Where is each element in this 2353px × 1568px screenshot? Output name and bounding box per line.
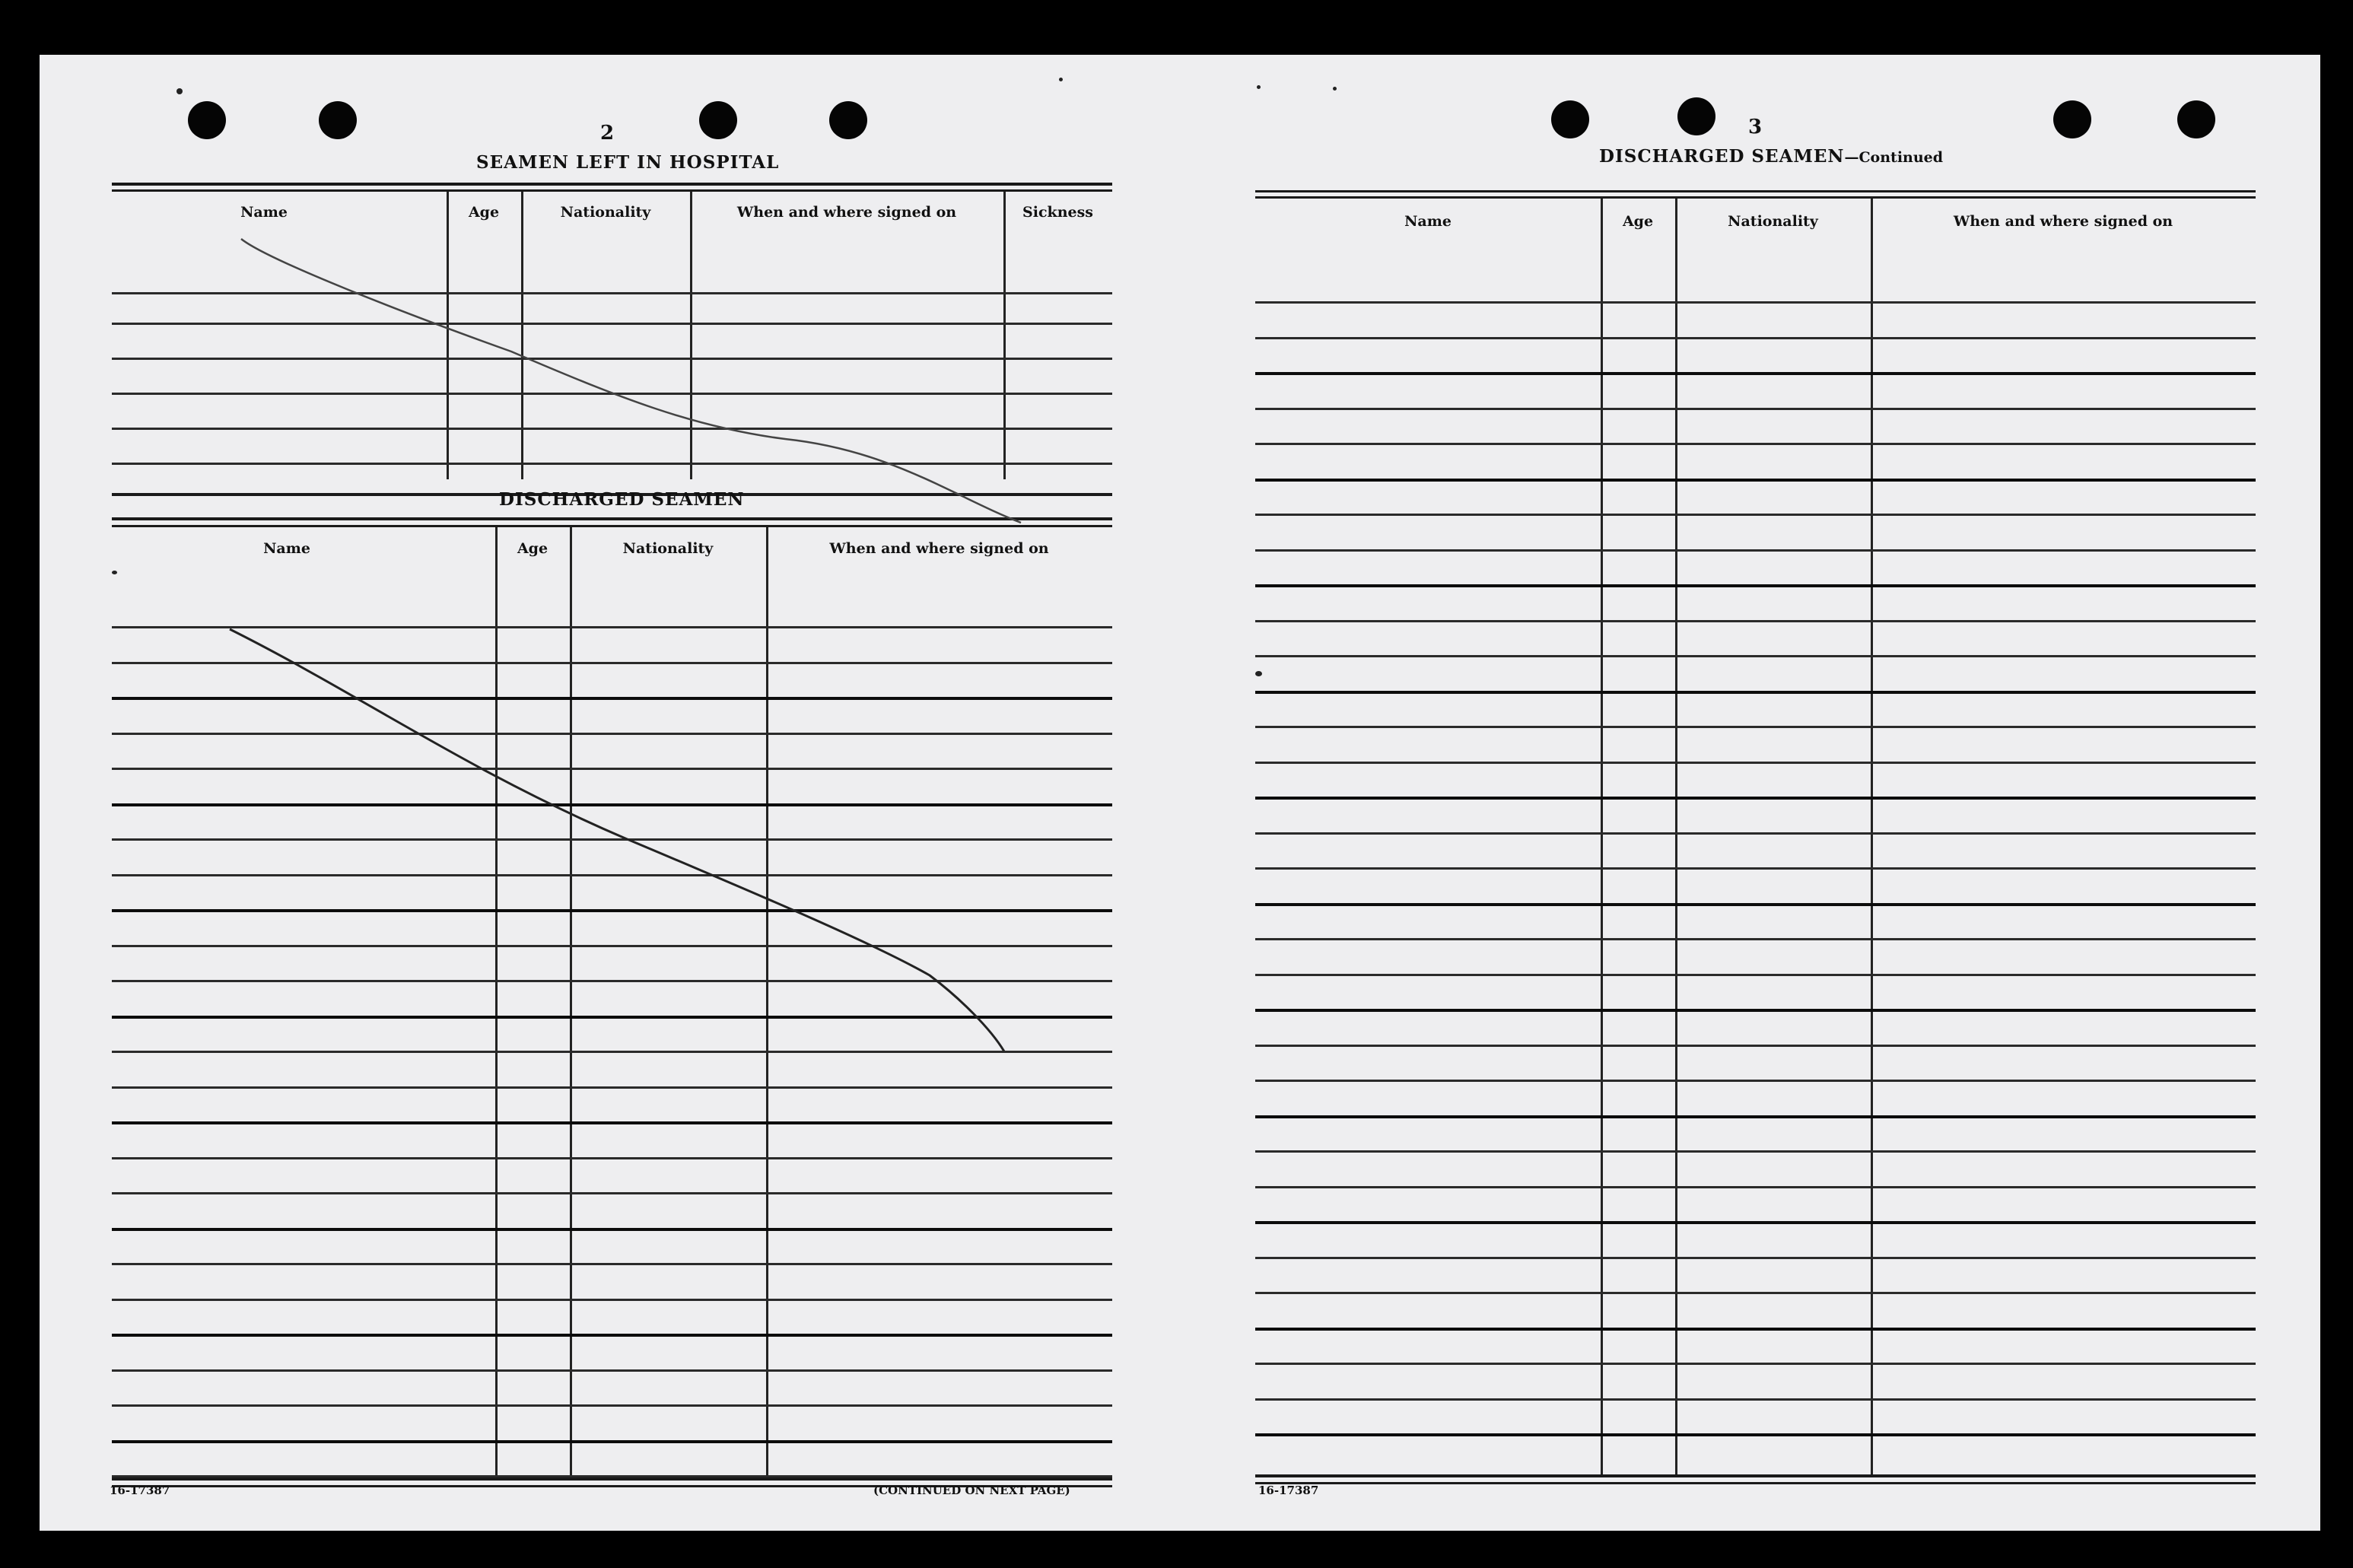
title-suffix: —Continued [1844,149,1944,166]
column-header-signed-on: When and where signed on [829,540,1049,557]
hospital-strike-line [241,239,1021,523]
column-header-signed-on: When and where signed on [736,204,957,221]
column-header-sickness: Sickness [1022,204,1093,221]
column-header-age: Age [517,540,549,557]
page-number: 2 [600,122,615,145]
form-number: 16-17387 [1258,1484,1319,1497]
discharged-strike-line [230,629,1004,1051]
form-number: 16-17387 [110,1484,170,1497]
column-header-nationality: Nationality [622,540,714,557]
title-text: DISCHARGED SEAMEN [1599,146,1845,167]
column-header-age: Age [1622,213,1654,230]
column-header-name: Name [1404,213,1452,230]
column-header-signed-on: When and where signed on [1953,213,2173,230]
column-header-nationality: Nationality [1728,213,1818,230]
document-sheet [40,55,2320,1531]
page-number: 3 [1748,116,1763,138]
column-header-age: Age [468,204,500,221]
strike-through-marks [40,55,2320,1531]
discharged-section-title: DISCHARGED SEAMEN [499,489,745,510]
column-header-name: Name [263,540,310,557]
column-header-name: Name [240,204,288,221]
column-header-nationality: Nationality [560,204,651,221]
hospital-section-title: SEAMEN LEFT IN HOSPITAL [476,152,780,173]
continued-note: (CONTINUED ON NEXT PAGE) [873,1484,1070,1497]
